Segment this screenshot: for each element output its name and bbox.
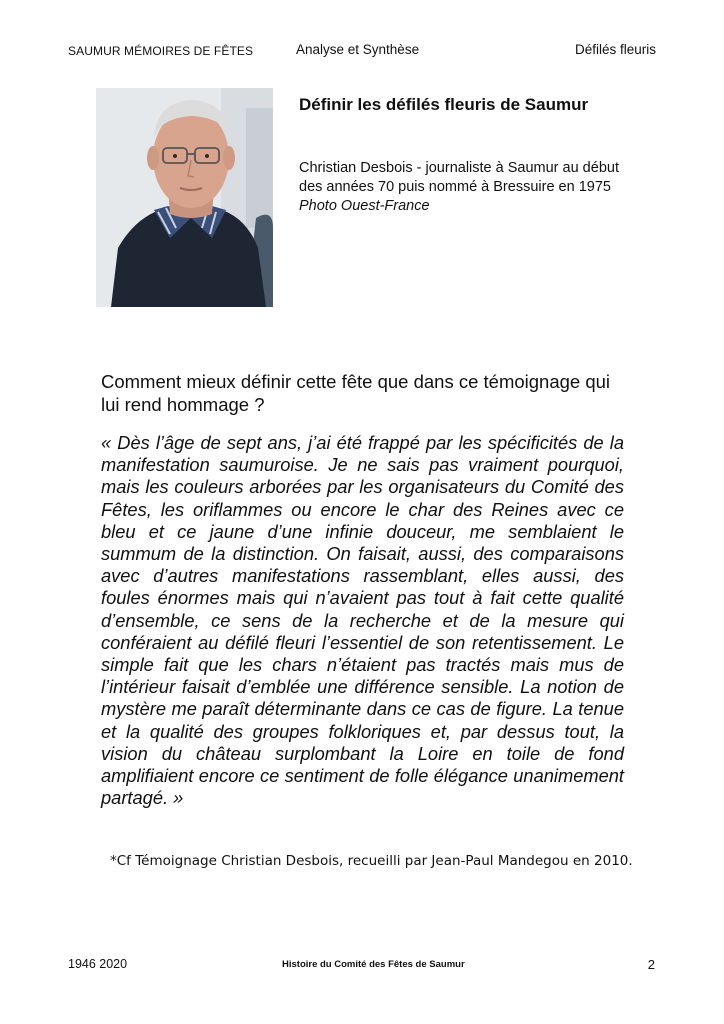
caption-line: Christian Desbois - journaliste à Saumur au début <box>299 160 619 176</box>
testimony-quote: « Dès l’âge de sept ans, j’ai été frappé par les spécificités de la manifestation saumuroise. Je ne sais pas vraiment pourquoi, mais les couleurs arborées par les organisateurs du Comité des Fêtes, les oriflammes ou encore le char des Reines avec ce bleu et ce jaune d’une infinie douceur, me semblaient le summum de la distinction. On faisait, aussi, des comparaisons avec d’autres manifestations rassemblant, elles aussi, des foules énormes mais qui n’avaient pas tout à fait cette qualité d’ensemble, ce sens de la recherche et de la mesure qui conféraient au défilé fleuri l’essentiel de son retentissement. Le simple fait que les chars n’étaient pas tractés mais mus de l’intérieur faisait d’emblée une différence sensible. La notion de mystère me paraît déterminante dans ce cas de figure. La tenue et la qualité des groupes folkloriques et, par dessus tout, la vision du château surplombant la Loire en toile de fond amplifiaient encore ce sentiment de folle élégance unanimement partagé. » <box>101 432 624 809</box>
caption-line: des années 70 puis nommé à Bressuire en 1975 <box>299 179 611 195</box>
portrait-photo <box>96 88 273 307</box>
page-number: 2 <box>647 957 655 972</box>
header-topic: Défilés fleuris <box>574 42 656 57</box>
header-publication: SAUMUR MÉMOIRES DE FÊTES <box>68 44 254 58</box>
footnote: *Cf Témoignage Christian Desbois, recueilli par Jean-Paul Mandegou en 2010. <box>110 853 633 869</box>
footer-years: 1946 2020 <box>68 957 128 971</box>
intro-question: Comment mieux définir cette fête que dans ce témoignage qui lui rend hommage ? <box>101 371 611 415</box>
photo-caption <box>299 159 639 216</box>
photo-credit: Photo Ouest-France <box>299 198 430 214</box>
footer-title: Histoire du Comité des Fêtes de Saumur <box>282 959 465 970</box>
page-title: Définir les défilés fleuris de Saumur <box>299 95 589 114</box>
header-section: Analyse et Synthèse <box>296 42 420 57</box>
